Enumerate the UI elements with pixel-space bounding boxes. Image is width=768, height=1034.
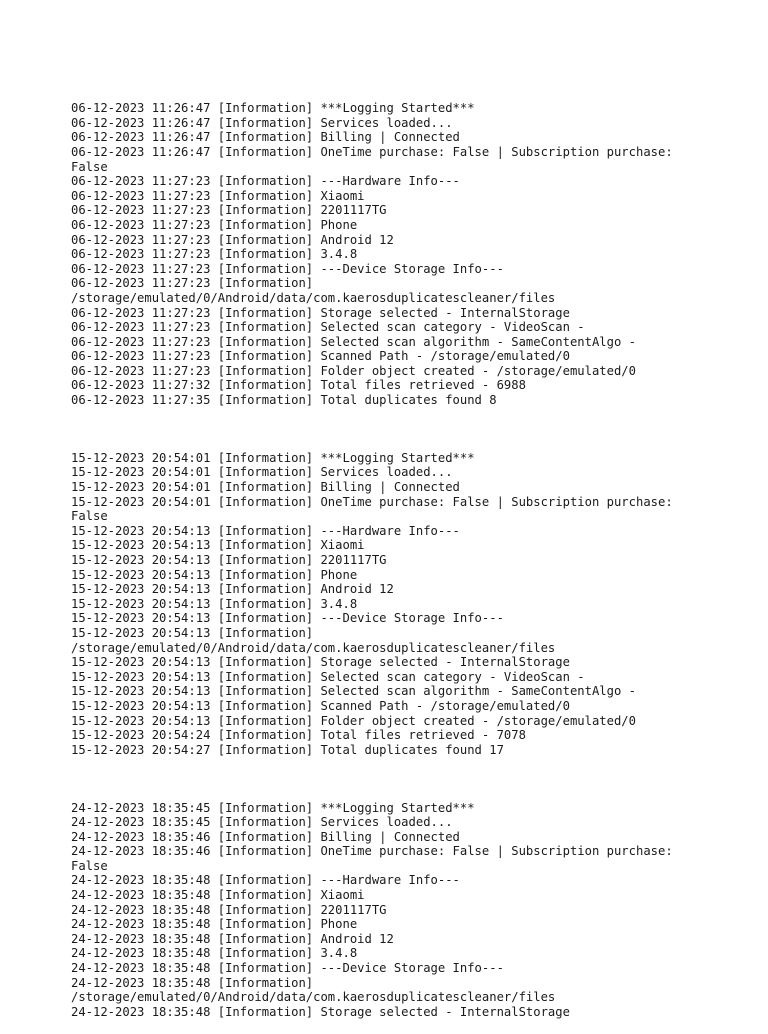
log-line: 06-12-2023 11:26:47 [Information] Services loaded... [71, 115, 453, 130]
log-line: 15-12-2023 20:54:13 [Information] Selected scan category - VideoScan - [71, 669, 585, 684]
log-line: 06-12-2023 11:27:23 [Information] Selected scan algorithm - SameContentAlgo - [71, 334, 636, 349]
log-line: False [71, 509, 108, 524]
log-line: 06-12-2023 11:27:23 [Information] Android 12 [71, 232, 394, 247]
log-line: 24-12-2023 18:35:46 [Information] OneTime purchase: False | Subscription purchase: [71, 844, 673, 859]
log-session [71, 101, 711, 407]
log-line: 15-12-2023 20:54:13 [Information] Storage selected - InternalStorage [71, 655, 570, 670]
log-line: 24-12-2023 18:35:48 [Information] ---Device Storage Info--- [71, 961, 504, 976]
log-line: 15-12-2023 20:54:13 [Information] Xiaomi [71, 538, 365, 553]
log-line: 06-12-2023 11:27:23 [Information] Storage selected - InternalStorage [71, 305, 570, 320]
log-line: 06-12-2023 11:26:47 [Information] ***Logging Started*** [71, 101, 475, 116]
log-session [71, 801, 711, 1020]
log-line: 06-12-2023 11:26:47 [Information] Billing | Connected [71, 130, 460, 145]
log-line: 15-12-2023 20:54:27 [Information] Total duplicates found 17 [71, 742, 504, 757]
log-line: /storage/emulated/0/Android/data/com.kaerosduplicatescleaner/files [71, 640, 556, 655]
log-line: 24-12-2023 18:35:45 [Information] Services loaded... [71, 815, 453, 830]
log-line: 15-12-2023 20:54:13 [Information] Android 12 [71, 582, 394, 597]
log-line: 06-12-2023 11:27:23 [Information] ---Device Storage Info--- [71, 261, 504, 276]
log-line: 24-12-2023 18:35:48 [Information] Phone [71, 917, 358, 932]
log-line: 06-12-2023 11:26:47 [Information] OneTime purchase: False | Subscription purchase: [71, 144, 673, 159]
log-line: 24-12-2023 18:35:48 [Information] 2201117TG [71, 902, 387, 917]
log-line: 15-12-2023 20:54:13 [Information] Phone [71, 567, 358, 582]
log-line: False [71, 159, 108, 174]
log-line: 06-12-2023 11:27:23 [Information] 3.4.8 [71, 247, 358, 262]
log-line: 24-12-2023 18:35:48 [Information] Xiaomi [71, 888, 365, 903]
log-line: 24-12-2023 18:35:48 [Information] [71, 975, 314, 990]
log-line: 06-12-2023 11:27:23 [Information] Phone [71, 217, 358, 232]
log-line: 24-12-2023 18:35:48 [Information] Android 12 [71, 931, 394, 946]
log-line: 15-12-2023 20:54:01 [Information] ***Logging Started*** [71, 450, 475, 465]
log-line: /storage/emulated/0/Android/data/com.kaerosduplicatescleaner/files [71, 290, 556, 305]
log-line: 06-12-2023 11:27:23 [Information] Scanned Path - /storage/emulated/0 [71, 349, 570, 364]
log-line: 24-12-2023 18:35:45 [Information] ***Logging Started*** [71, 800, 475, 815]
log-line: 24-12-2023 18:35:48 [Information] Storage selected - InternalStorage [71, 1004, 570, 1019]
log-line: 15-12-2023 20:54:13 [Information] 2201117TG [71, 553, 387, 567]
log-line: 06-12-2023 11:27:23 [Information] Folder object created - /storage/emulated/0 [71, 363, 636, 378]
log-session [71, 451, 711, 757]
log-line: 15-12-2023 20:54:13 [Information] Folder object created - /storage/emulated/0 [71, 713, 636, 728]
log-line: 06-12-2023 11:27:23 [Information] Selected scan category - VideoScan - [71, 320, 585, 335]
log-line: 15-12-2023 20:54:13 [Information] ---Hardware Info--- [71, 523, 460, 538]
log-line: 15-12-2023 20:54:01 [Information] Services loaded... [71, 465, 453, 480]
log-document [71, 72, 711, 1034]
log-line: 06-12-2023 11:27:23 [Information] Xiaomi [71, 188, 365, 203]
log-line: 15-12-2023 20:54:01 [Information] OneTime purchase: False | Subscription purchase: [71, 494, 673, 509]
log-line: 06-12-2023 11:27:23 [Information] ---Hardware Info--- [71, 174, 460, 189]
log-line: /storage/emulated/0/Android/data/com.kaerosduplicatescleaner/files [71, 990, 556, 1005]
log-line: 15-12-2023 20:54:13 [Information] Scanned Path - /storage/emulated/0 [71, 698, 570, 713]
log-line: 24-12-2023 18:35:48 [Information] ---Hardware Info--- [71, 873, 460, 888]
log-line: 15-12-2023 20:54:01 [Information] Billing | Connected [71, 480, 460, 495]
log-line: 15-12-2023 20:54:13 [Information] Selected scan algorithm - SameContentAlgo - [71, 684, 636, 699]
log-line: 15-12-2023 20:54:13 [Information] 3.4.8 [71, 596, 358, 611]
log-line: 15-12-2023 20:54:13 [Information] ---Device Storage Info--- [71, 611, 504, 626]
log-line: 15-12-2023 20:54:24 [Information] Total files retrieved - 7078 [71, 728, 526, 743]
log-line: False [71, 858, 108, 873]
log-line: 06-12-2023 11:27:35 [Information] Total duplicates found 8 [71, 393, 497, 408]
log-line: 06-12-2023 11:27:23 [Information] [71, 276, 314, 291]
log-line: 24-12-2023 18:35:46 [Information] Billing | Connected [71, 829, 460, 844]
log-line: 15-12-2023 20:54:13 [Information] [71, 625, 314, 640]
log-line: 24-12-2023 18:35:48 [Information] 3.4.8 [71, 946, 358, 961]
log-line: 06-12-2023 11:27:32 [Information] Total files retrieved - 6988 [71, 378, 526, 393]
log-line: 06-12-2023 11:27:23 [Information] 2201117TG [71, 203, 387, 218]
